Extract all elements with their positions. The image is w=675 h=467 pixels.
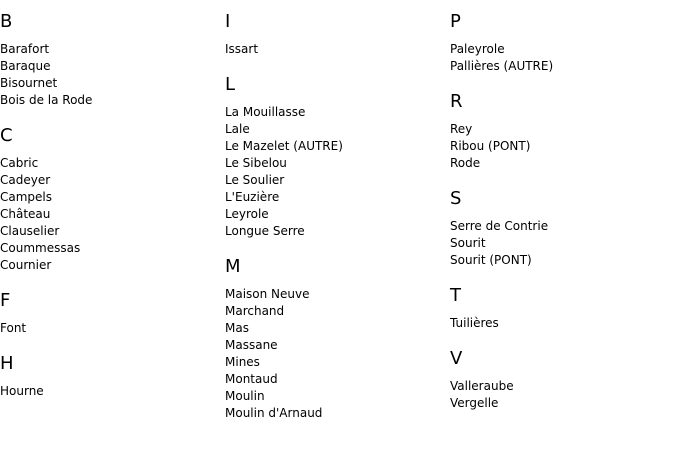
place-item-baraque[interactable]: Baraque <box>0 59 51 73</box>
place-list <box>450 121 670 172</box>
letter-group-p <box>450 11 670 75</box>
place-list <box>450 378 670 412</box>
letter-group-h <box>0 353 220 400</box>
letter-group-m <box>225 256 445 422</box>
place-item-pallieres-autre[interactable]: Pallières (AUTRE) <box>450 59 554 73</box>
place-item-longue-serre[interactable]: Longue Serre <box>225 224 305 238</box>
place-item-leyrole[interactable]: Leyrole <box>225 207 269 221</box>
place-item-moulin-d-arnaud[interactable]: Moulin d'Arnaud <box>225 406 323 420</box>
place-item-la-mouillasse[interactable]: La Mouillasse <box>225 105 306 119</box>
index-column-3 <box>450 0 670 412</box>
index-column-1 <box>0 0 220 400</box>
place-item-mas[interactable]: Mas <box>225 321 249 335</box>
place-item-campels[interactable]: Campels <box>0 190 53 204</box>
index-column-2 <box>225 0 445 422</box>
letter-group-l <box>225 74 445 240</box>
place-item-moulin[interactable]: Moulin <box>225 389 265 403</box>
place-item-paleyrole[interactable]: Paleyrole <box>450 42 505 56</box>
place-item-coummessas[interactable]: Coummessas <box>0 241 81 255</box>
place-item-issart[interactable]: Issart <box>225 42 259 56</box>
place-item-montaud[interactable]: Montaud <box>225 372 278 386</box>
place-item-mines[interactable]: Mines <box>225 355 260 369</box>
place-item-valleraube[interactable]: Valleraube <box>450 379 514 393</box>
place-item-ribou-pont[interactable]: Ribou (PONT) <box>450 139 531 153</box>
letter-heading: B <box>0 11 13 32</box>
place-list <box>225 41 445 58</box>
place-item-sourit[interactable]: Sourit <box>450 236 486 250</box>
place-list <box>225 104 445 240</box>
letter-heading: M <box>225 256 241 277</box>
place-item-le-soulier[interactable]: Le Soulier <box>225 173 285 187</box>
letter-heading: R <box>450 91 463 112</box>
place-item-hourne[interactable]: Hourne <box>0 384 44 398</box>
place-list <box>225 286 445 422</box>
place-item-rode[interactable]: Rode <box>450 156 481 170</box>
place-item-le-mazelet-autre[interactable]: Le Mazelet (AUTRE) <box>225 139 343 153</box>
letter-group-v <box>450 348 670 412</box>
place-list <box>0 155 220 274</box>
letter-heading: S <box>450 188 462 209</box>
place-item-tuilieres[interactable]: Tuilières <box>450 316 499 330</box>
place-item-l-euziere[interactable]: L'Euzière <box>225 190 280 204</box>
place-list <box>450 218 670 269</box>
place-item-serre-de-contrie[interactable]: Serre de Contrie <box>450 219 549 233</box>
place-item-font[interactable]: Font <box>0 321 27 335</box>
place-item-sourit-pont[interactable]: Sourit (PONT) <box>450 253 532 267</box>
letter-heading: F <box>0 290 11 311</box>
letter-heading: T <box>450 285 461 306</box>
place-item-massane[interactable]: Massane <box>225 338 278 352</box>
letter-heading: H <box>0 353 14 374</box>
place-item-marchand[interactable]: Marchand <box>225 304 285 318</box>
letter-group-i <box>225 11 445 58</box>
letter-heading: V <box>450 348 463 369</box>
place-list <box>450 315 670 332</box>
place-list <box>0 320 220 337</box>
letter-heading: L <box>225 74 236 95</box>
place-item-chateau[interactable]: Château <box>0 207 51 221</box>
place-list <box>0 383 220 400</box>
place-item-cournier[interactable]: Cournier <box>0 258 52 272</box>
letter-group-f <box>0 290 220 337</box>
place-item-clauselier[interactable]: Clauselier <box>0 224 60 238</box>
letter-group-c <box>0 125 220 274</box>
letter-heading: I <box>225 11 231 32</box>
place-item-bisournet[interactable]: Bisournet <box>0 76 58 90</box>
letter-group-r <box>450 91 670 172</box>
letter-group-s <box>450 188 670 269</box>
letter-group-t <box>450 285 670 332</box>
place-item-lale[interactable]: Lale <box>225 122 250 136</box>
place-item-vergelle[interactable]: Vergelle <box>450 396 499 410</box>
letter-heading: C <box>0 125 13 146</box>
letter-group-b <box>0 11 220 109</box>
place-item-le-sibelou[interactable]: Le Sibelou <box>225 156 287 170</box>
place-item-cadeyer[interactable]: Cadeyer <box>0 173 51 187</box>
place-list <box>0 41 220 109</box>
place-item-bois-de-la-rode[interactable]: Bois de la Rode <box>0 93 93 107</box>
letter-heading: P <box>450 11 461 32</box>
place-item-cabric[interactable]: Cabric <box>0 156 39 170</box>
place-item-maison-neuve[interactable]: Maison Neuve <box>225 287 310 301</box>
place-item-barafort[interactable]: Barafort <box>0 42 50 56</box>
place-list <box>450 41 670 75</box>
place-item-rey[interactable]: Rey <box>450 122 473 136</box>
